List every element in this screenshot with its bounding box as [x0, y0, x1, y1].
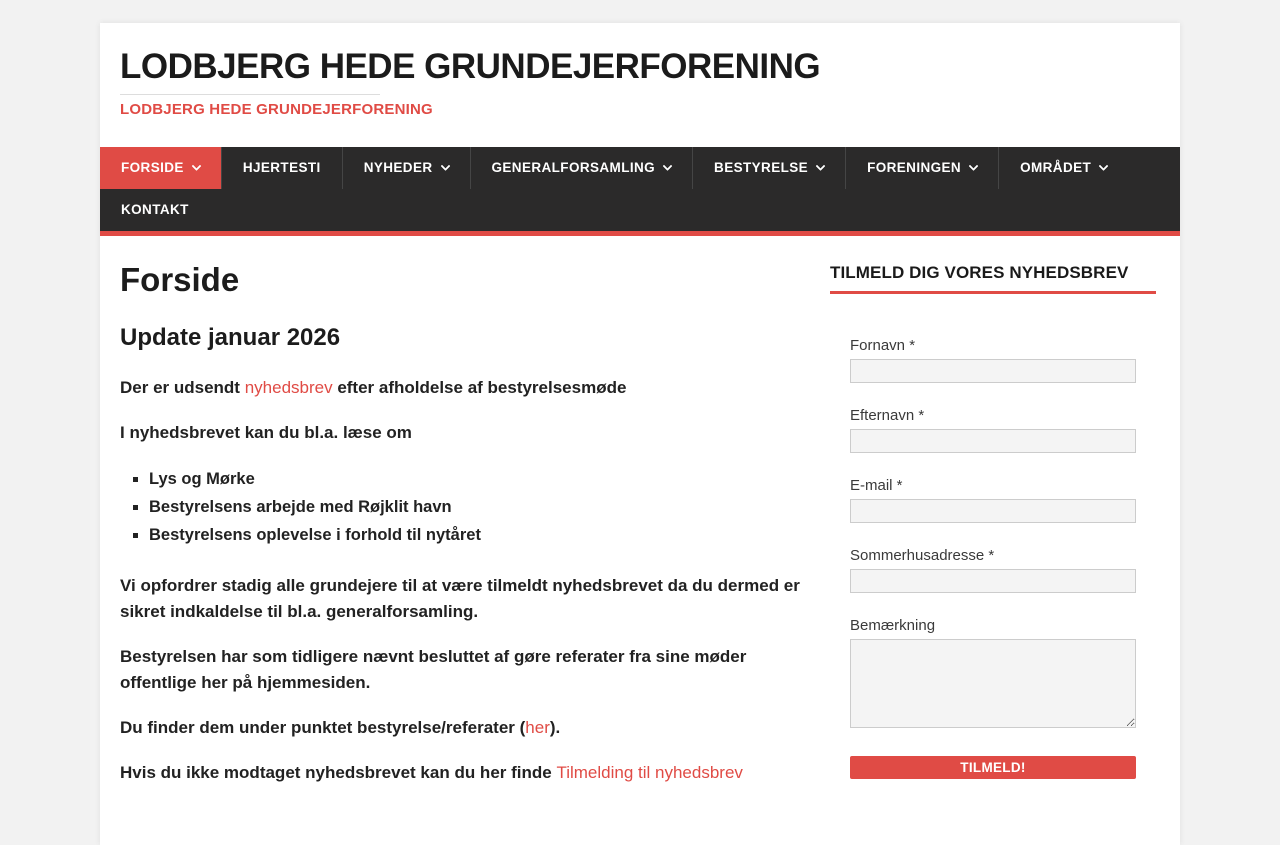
paragraph-newsletter-sent — [120, 375, 802, 401]
nav-item-foreningen[interactable] — [845, 147, 998, 189]
paragraph-text: efter afholdelse af bestyrelsesmøde — [333, 378, 627, 397]
update-heading: Update januar 2026 — [120, 324, 802, 352]
chevron-down-icon — [1099, 161, 1109, 171]
fornavn-label: Fornavn * — [850, 337, 1136, 354]
fornavn-input[interactable] — [850, 359, 1136, 383]
efternavn-label: Efternavn * — [850, 407, 1136, 424]
content-area — [100, 236, 1180, 845]
paragraph-minutes-public: Bestyrelsen har som tidligere nævnt besluttet af gøre referater fra sine møder offentlige her på hjemmesiden. — [120, 644, 802, 696]
nav-row-2 — [100, 189, 1180, 231]
her-link[interactable]: her — [525, 718, 550, 737]
sommerhusadresse-input[interactable] — [850, 569, 1136, 593]
chevron-down-icon — [969, 161, 979, 171]
email-label: E-mail * — [850, 477, 1136, 494]
main-nav — [100, 147, 1180, 236]
list-item: ▪ Bestyrelsens arbejde med Røjklit havn — [149, 493, 802, 521]
site-title: LODBJERG HEDE GRUNDEJERFORENING — [120, 48, 1160, 87]
paragraph-text: Hvis du ikke modtaget nyhedsbrevet kan du her finde — [120, 763, 556, 782]
field-group-bemaerkning — [850, 617, 1136, 733]
tilmelding-link[interactable]: Tilmelding til nyhedsbrev — [556, 763, 742, 782]
list-item: ▪ Bestyrelsens oplevelse i forhold til nytåret — [149, 521, 802, 549]
nav-item-label: KONTAKT — [121, 202, 189, 217]
site-tagline: LODBJERG HEDE GRUNDEJERFORENING — [120, 101, 1160, 118]
site-header — [100, 23, 1180, 147]
field-group-fornavn — [850, 337, 1136, 383]
paragraph-signup-link — [120, 760, 802, 786]
newsletter-widget-title: TILMELD DIG VORES NYHEDSBREV — [830, 263, 1156, 283]
tilmeld-button[interactable]: TILMELD! — [850, 756, 1136, 779]
bemaerkning-label: Bemærkning — [850, 617, 1136, 634]
title-divider — [120, 94, 380, 95]
nav-item-kontakt[interactable] — [100, 189, 210, 231]
newsletter-topics-list — [120, 465, 802, 549]
field-group-efternavn — [850, 407, 1136, 453]
paragraph-text: Du finder dem under punktet bestyrelse/referater ( — [120, 718, 525, 737]
field-group-adresse — [850, 547, 1136, 593]
nav-item-omraadet[interactable] — [998, 147, 1128, 189]
paragraph-find-minutes — [120, 715, 802, 741]
newsletter-signup-form — [830, 337, 1156, 779]
nav-item-hjertesti[interactable] — [221, 147, 342, 189]
chevron-down-icon — [816, 161, 826, 171]
paragraph-text: ). — [550, 718, 560, 737]
nav-row-1 — [100, 147, 1180, 189]
nav-item-label: NYHEDER — [364, 160, 433, 175]
nyhedsbrev-link[interactable]: nyhedsbrev — [245, 378, 333, 397]
nav-item-label: FORENINGEN — [867, 160, 961, 175]
page-container — [100, 23, 1180, 845]
paragraph-text: Der er udsendt — [120, 378, 245, 397]
nav-item-nyheder[interactable] — [342, 147, 470, 189]
page-title: Forside — [120, 263, 802, 298]
field-group-email — [850, 477, 1136, 523]
email-field[interactable] — [850, 499, 1136, 523]
widget-title-rule — [830, 291, 1156, 294]
nav-item-label: OMRÅDET — [1020, 160, 1091, 175]
efternavn-input[interactable] — [850, 429, 1136, 453]
chevron-down-icon — [663, 161, 673, 171]
sidebar — [830, 263, 1156, 806]
list-item: ▪ Lys og Mørke — [149, 465, 802, 493]
nav-item-forside[interactable] — [100, 147, 221, 189]
sommerhusadresse-label: Sommerhusadresse * — [850, 547, 1136, 564]
paragraph-read-about: I nyhedsbrevet kan du bl.a. læse om — [120, 420, 802, 446]
paragraph-encourage-signup: Vi opfordrer stadig alle grundejere til at være tilmeldt nyhedsbrevet da du dermed er sikret indkaldelse til bl.a. generalforsamling. — [120, 573, 802, 625]
chevron-down-icon — [191, 161, 201, 171]
nav-item-label: HJERTESTI — [243, 160, 321, 175]
nav-item-label: GENERALFORSAMLING — [492, 160, 656, 175]
bemaerkning-textarea[interactable] — [850, 639, 1136, 728]
nav-item-bestyrelse[interactable] — [692, 147, 845, 189]
main-column — [120, 263, 802, 806]
nav-item-label: FORSIDE — [121, 160, 184, 175]
nav-item-generalforsamling[interactable] — [470, 147, 693, 189]
nav-item-label: BESTYRELSE — [714, 160, 808, 175]
chevron-down-icon — [440, 161, 450, 171]
